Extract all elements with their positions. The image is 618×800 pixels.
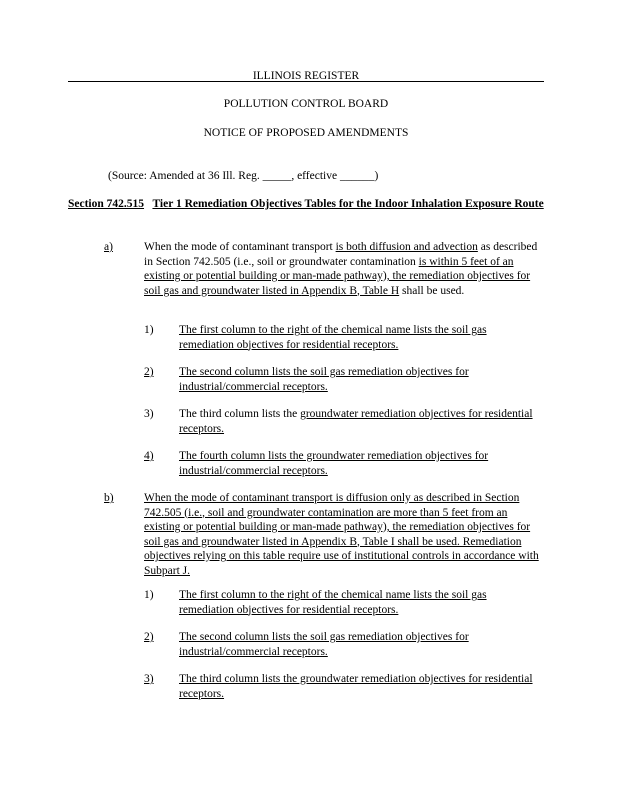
b-item-1-text: The first column to the right of the chemical name lists the soil gas remediation objectives for residential receptors. xyxy=(179,589,487,616)
a-item-2-label: 2) xyxy=(144,366,154,378)
subsection-b-text: When the mode of contaminant transport is diffusion only as described in Section 742.505 (i.e., soil and groundwater contamination are more than 5 feet from an existing or potential building or man-made pathway), the remediation objectives for soil gas and groundwater listed in Appendix B, Table I shall be used. Remediation objectives relying on this table require use of institutional controls in accordance with Subpart J. xyxy=(144,492,539,577)
section-title: Tier 1 Remediation Objectives Tables for the Indoor Inhalation Exposure Route xyxy=(152,198,544,210)
header-rule xyxy=(68,81,544,82)
source-note: (Source: Amended at 36 Ill. Reg. _____, effective ______) xyxy=(108,170,379,182)
a-item-3-text: The third column lists the groundwater remediation objectives for residential receptors. xyxy=(179,408,533,435)
subsection-b-label: b) xyxy=(104,492,114,504)
b-item-2-label: 2) xyxy=(144,631,154,643)
b-item-3-text: The third column lists the groundwater remediation objectives for residential receptors. xyxy=(179,673,533,700)
register-title: ILLINOIS REGISTER xyxy=(252,70,360,82)
section-heading xyxy=(68,197,544,212)
subsection-a-text: When the mode of contaminant transport is both diffusion and advection as described in Section 742.505 (i.e., soil or groundwater contamination is within 5 feet of an existing or potential building or man-made pathway), the remediation objectives for soil gas and groundwater listed in Appendix B, Table H shall be used. xyxy=(144,241,538,297)
a-item-1-text: The first column to the right of the chemical name lists the soil gas remediation objectives for residential receptors. xyxy=(179,324,487,351)
notice-title: NOTICE OF PROPOSED AMENDMENTS xyxy=(203,127,409,139)
a-item-4-text: The fourth column lists the groundwater remediation objectives for industrial/commercial receptors. xyxy=(179,450,489,477)
b-item-2-text: The second column lists the soil gas remediation objectives for industrial/commercial receptors. xyxy=(179,631,469,658)
board-title: POLLUTION CONTROL BOARD xyxy=(223,98,389,110)
a-item-4-label: 4) xyxy=(144,450,154,462)
b-item-3-label: 3) xyxy=(144,673,154,685)
a-item-2-text: The second column lists the soil gas remediation objectives for industrial/commercial receptors. xyxy=(179,366,469,393)
section-number: Section 742.515 xyxy=(68,198,145,210)
a-item-1-label: 1) xyxy=(144,324,154,336)
subsection-a-label: a) xyxy=(104,241,113,253)
a-item-3-label: 3) xyxy=(144,408,154,420)
b-item-1-label: 1) xyxy=(144,589,154,601)
